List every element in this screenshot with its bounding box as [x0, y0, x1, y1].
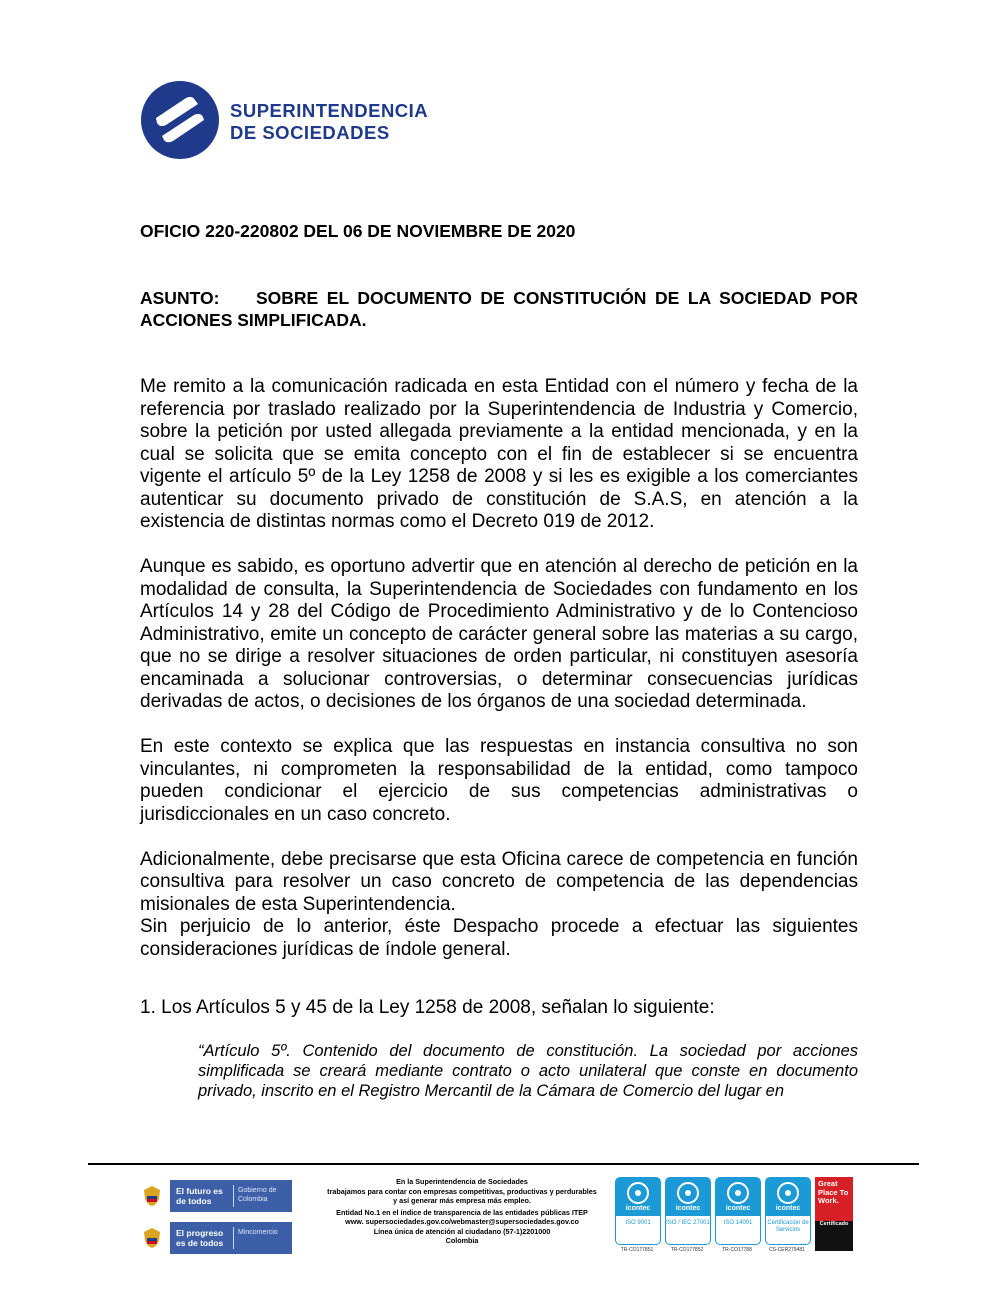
gov-badge-main: El futuro es de todos — [176, 1186, 223, 1206]
cert-code: TR-CO177851 — [620, 1247, 654, 1253]
icontec-cert-badge — [665, 1177, 711, 1245]
footer-line: y así generar más empresa más empleo. — [393, 1196, 531, 1205]
cert-standard: ISO / IEC 27001 — [666, 1220, 710, 1226]
gov-badge-separator — [233, 1185, 234, 1207]
cert-brand: icontec — [725, 1205, 751, 1212]
gov-badge-box — [170, 1180, 292, 1212]
paragraph: Sin perjuicio de lo anterior, éste Despacho procede a efectuar las siguientes consideraciones jurídicas de índole general. — [140, 916, 858, 960]
cert-code: TR-CO17788 — [722, 1247, 752, 1253]
colombia-crest-icon — [140, 1226, 164, 1250]
footer-phone: Línea única de atención al ciudadano (57-1)2201000 — [373, 1226, 551, 1236]
gov-badge-side: Mincomercio — [238, 1229, 278, 1236]
gov-badge-progreso — [140, 1222, 292, 1254]
cert-code: CS-CER279481 — [769, 1247, 805, 1253]
cert-code: TR-CO177852 — [670, 1247, 704, 1253]
document-subject — [140, 287, 858, 331]
footer-line: Entidad No.1 en el índice de transparencia de las entidades públicas ITEP — [336, 1207, 588, 1217]
subject-label: ASUNTO: — [140, 288, 220, 308]
logo-line-2: DE SOCIEDADES — [230, 122, 390, 143]
certifications — [615, 1177, 880, 1267]
document-body — [140, 376, 858, 1101]
footer-line: trabajamos para contar con empresas competitivas, productivas y perdurables — [327, 1186, 597, 1196]
cert-brand: icontec — [675, 1205, 701, 1212]
cert-brand: icontec — [625, 1205, 651, 1212]
cert-standard: Certificación de Servicios — [767, 1220, 809, 1233]
gov-badge-main: El progreso es de todos — [176, 1228, 224, 1248]
cert-standard: ISO 14001 — [723, 1220, 753, 1226]
paragraph: Me remito a la comunicación radicada en esta Entidad con el número y fecha de la referencia por traslado realizado por la Superintendencia de Industria y Comercio, sobre la petición por usted allegada previamente a la entidad mencionada, y en la cual se solicita que se emita concepto con el fin de establecer si se encuentra vigente el artículo 5º de la Ley 1258 de 2008 y si les es exigible a los comerciantes autenticar su documento privado de constitución de S.A.S, en atención a la existencia de distintas normas como el Decreto 019 de 2012. — [140, 376, 858, 532]
paragraph: Adicionalmente, debe precisarse que esta Oficina carece de competencia en función consultiva para resolver un caso concreto de competencia de las dependencias misionales de esta Superintendencia. — [140, 848, 858, 915]
gov-badge-box — [170, 1222, 292, 1254]
gov-badge-separator — [233, 1227, 234, 1249]
gov-badge-side: Gobierno de Colombia — [238, 1187, 277, 1203]
subject-text: SOBRE EL DOCUMENTO DE CONSTITUCIÓN DE LA SOCIEDAD POR ACCIONES SIMPLIFICADA. — [140, 288, 858, 330]
great-place-to-work-badge — [815, 1177, 853, 1251]
footer-contact-text — [310, 1177, 614, 1246]
footer-line: En la Superintendencia de Sociedades — [396, 1177, 528, 1186]
icontec-cert-badge — [615, 1177, 661, 1245]
icontec-cert-badge — [765, 1177, 811, 1245]
footer-website: www. supersociedades.gov.co/webmaster@supersociedades.gov.co — [345, 1217, 579, 1226]
legal-quote: “Artículo 5º. Contenido del documento de constitución. La sociedad por acciones simplificada se creará mediante contrato o acto unilateral que conste en documento privado, inscrito en el Registro Mercantil de la Cámara de Comercio del lugar en — [198, 1041, 858, 1100]
footer — [140, 1177, 880, 1267]
cert-standard: ISO 9001 — [625, 1220, 651, 1226]
document-title: OFICIO 220-220802 DEL 06 DE NOVIEMBRE DE 2020 — [140, 221, 576, 241]
gptw-certified: Certificado — [815, 1221, 853, 1251]
icontec-cert-badge — [715, 1177, 761, 1245]
logo-text — [230, 100, 470, 144]
paragraph: En este contexto se explica que las respuestas en instancia consultiva no son vinculantes, ni comprometen la responsabilidad de la entidad, como tampoco pueden condicionar el ejercicio de sus competencias administrativas o jurisdiccionales en un caso concreto. — [140, 736, 858, 825]
logo-emblem-icon — [140, 80, 220, 160]
cert-brand: icontec — [775, 1205, 801, 1212]
logo-line-1: SUPERINTENDENCIA — [230, 100, 429, 121]
superintendencia-logo — [140, 80, 470, 170]
numbered-item: 1. Los Artículos 5 y 45 de la Ley 1258 de 2008, señalan lo siguiente: — [140, 997, 715, 1018]
gptw-title: Great Place To Work. — [818, 1179, 849, 1205]
footer-line: Colombia — [445, 1236, 479, 1245]
gov-badge-futuro — [140, 1180, 292, 1212]
paragraph: Aunque es sabido, es oportuno advertir que en atención al derecho de petición en la modalidad de consulta, la Superintendencia de Sociedades con fundamento en los Artículos 14 y 28 del Código de Procedimiento Administrativo y de lo Contencioso Administrativo, emite un concepto de carácter general sobre las materias a su cargo, que no se dirige a resolver situaciones de orden particular, ni constituyen asesoría encaminada a solucionar controversias, o determinar consecuencias jurídicas derivadas de actos, o decisiones de los órganos de una sociedad determinada. — [140, 556, 858, 712]
footer-divider — [88, 1163, 919, 1165]
colombia-crest-icon — [140, 1184, 164, 1208]
